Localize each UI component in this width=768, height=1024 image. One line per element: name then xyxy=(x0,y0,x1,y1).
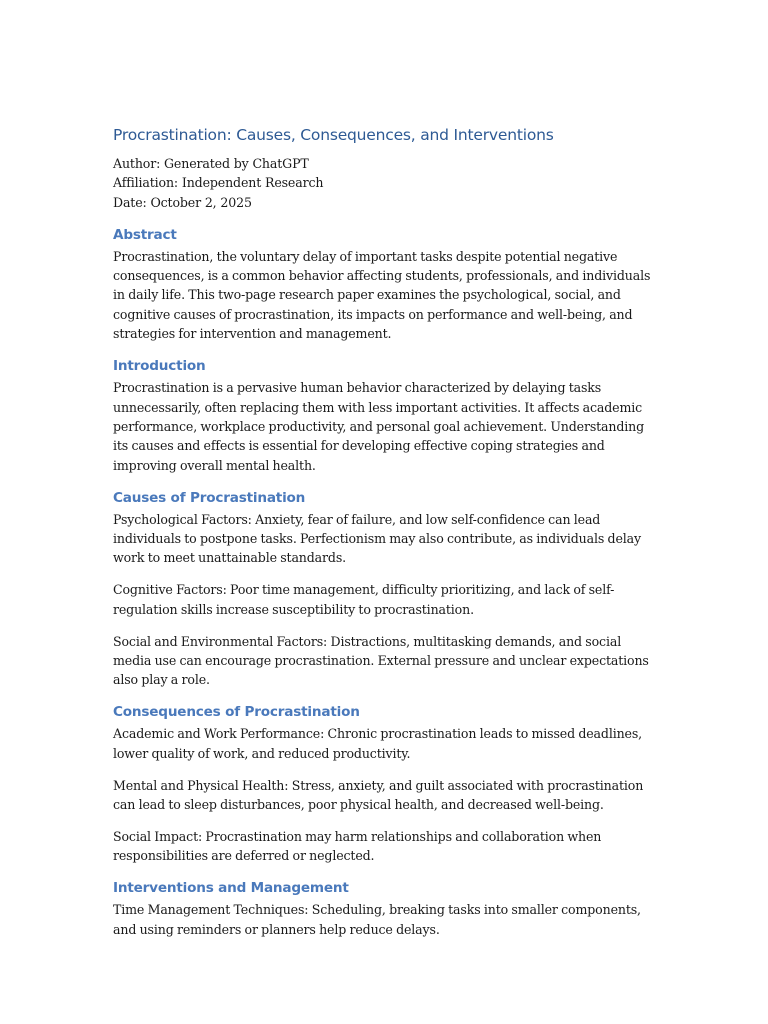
section-abstract xyxy=(113,225,658,343)
section-heading: Introduction xyxy=(113,358,206,375)
section-consequences xyxy=(113,702,658,865)
date-line: Date: October 2, 2025 xyxy=(113,194,252,210)
paragraph: Cognitive Factors: Poor time management, difficulty prioritizing, and lack of self-regulation skills increase susceptibility to procrastination. xyxy=(113,582,615,617)
paragraph: Mental and Physical Health: Stress, anxiety, and guilt associated with procrastination can lead to sleep disturbances, poor physical health, and decreased well-being. xyxy=(113,777,644,812)
section-heading: Consequences of Procrastination xyxy=(113,704,360,721)
paragraph: Procrastination is a pervasive human behavior characterized by delaying tasks unnecessarily, often replacing them with less important activities. It affects academic performance, workplace productivity, and personal goal achievement. Understanding its causes and effects is essential for developing effective coping strategies and improving overall mental health. xyxy=(113,380,645,473)
paragraph: Time Management Techniques: Scheduling, breaking tasks into smaller components, and using reminders or planners help reduce delays. xyxy=(113,902,641,937)
section-heading: Interventions and Management xyxy=(113,880,349,897)
paragraph: Social and Environmental Factors: Distractions, multitasking demands, and social media use can encourage procrastination. External pressure and unclear expectations also play a role. xyxy=(113,633,649,688)
affiliation-line: Affiliation: Independent Research xyxy=(113,175,324,191)
section-heading: Causes of Procrastination xyxy=(113,489,306,506)
paragraph: Academic and Work Performance: Chronic procrastination leads to missed deadlines, lower quality of work, and reduced productivity. xyxy=(113,726,643,761)
document-page xyxy=(113,124,658,939)
section-introduction xyxy=(113,356,658,474)
section-causes xyxy=(113,488,658,690)
section-heading: Abstract xyxy=(113,226,177,243)
paragraph: Psychological Factors: Anxiety, fear of failure, and low self-confidence can lead individuals to postpone tasks. Perfectionism may also contribute, as individuals delay work to meet unattainable standards. xyxy=(113,511,641,566)
paragraph: Social Impact: Procrastination may harm relationships and collaboration when responsibilities are deferred or neglected. xyxy=(113,828,602,864)
author-line: Author: Generated by ChatGPT xyxy=(113,156,309,171)
section-interventions xyxy=(113,878,658,939)
document-title: Procrastination: Causes, Consequences, and Interventions xyxy=(113,126,554,144)
paragraph: Procrastination, the voluntary delay of important tasks despite potential negative consequences, is a common behavior affecting students, professionals, and individuals in daily life. This two-page research paper examines the psychological, social, and cognitive causes of procrastination, its impacts on performance and well-being, and strategies for intervention and management. xyxy=(113,248,651,342)
